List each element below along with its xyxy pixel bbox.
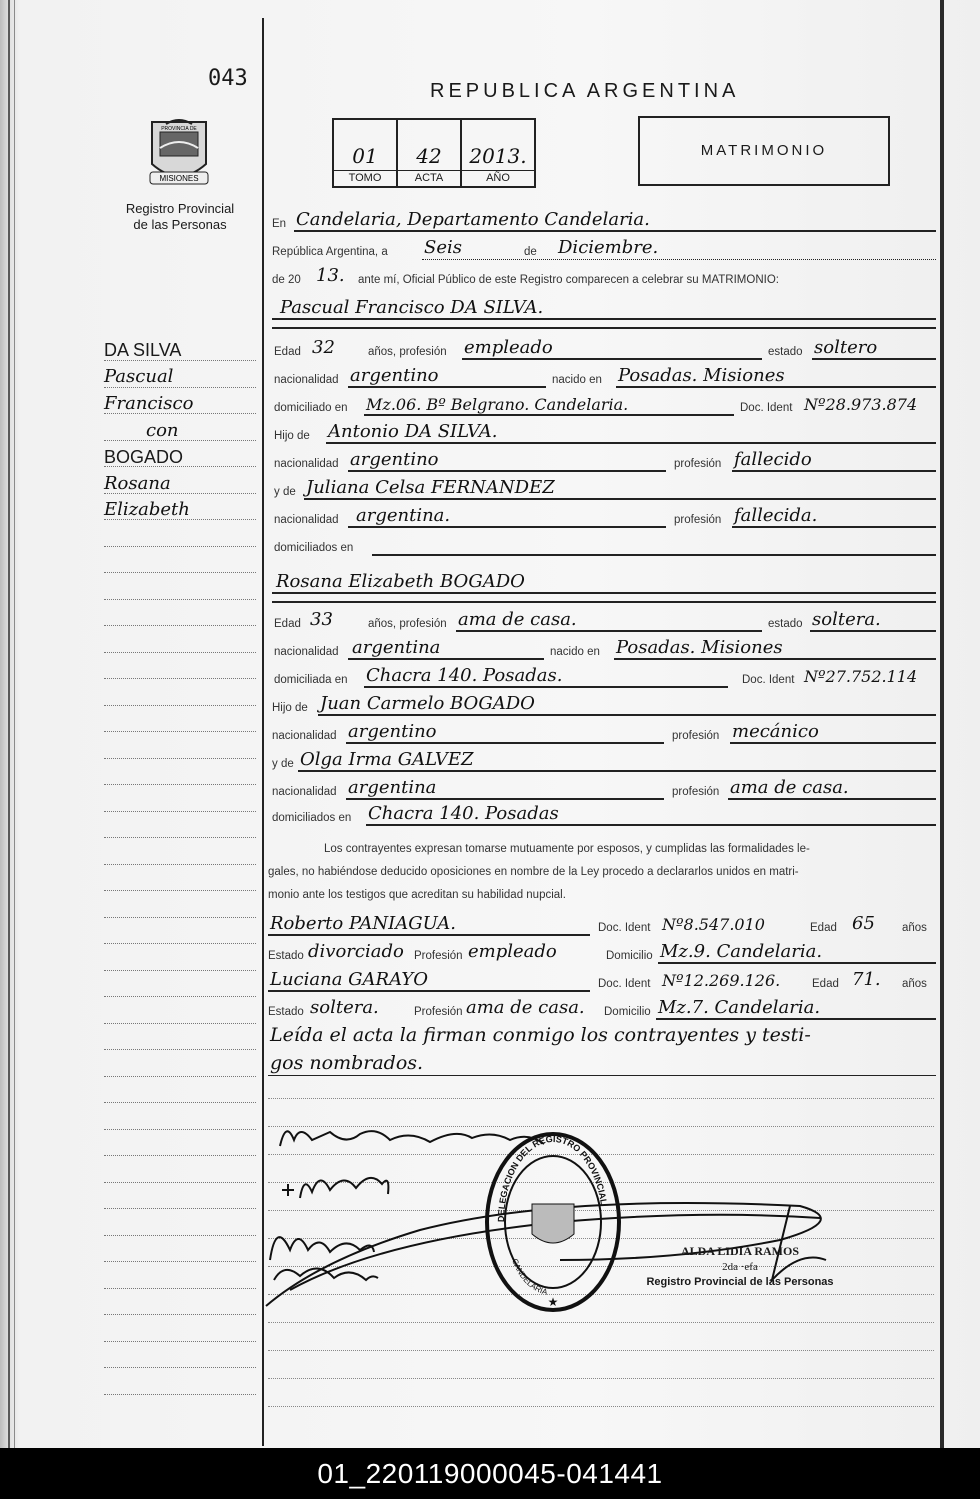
groom-madre-prof-label: profesión [674, 514, 722, 526]
bride-edad-label: Edad [274, 618, 301, 630]
bride-estado: soltera. [812, 609, 881, 630]
margin-ruled-line [104, 1129, 256, 1130]
closing-line2-row [268, 1052, 936, 1078]
margin-ruled-line [104, 413, 256, 414]
anio-cell [462, 120, 534, 186]
margin-ruled-line [104, 917, 256, 918]
bride-madre-prof: ama de casa. [730, 777, 849, 798]
page-edge [940, 0, 944, 1448]
margin-name-4: con [146, 420, 179, 441]
groom-padre: Antonio DA SILVA. [328, 421, 498, 442]
bride-madre-nac: argentina [348, 777, 437, 798]
intro-month: Diciembre. [558, 237, 659, 258]
bride-nacionalidad: argentina [352, 637, 441, 658]
bride-madre-prof-label: profesión [672, 786, 720, 798]
margin-ruled-line [104, 1076, 256, 1077]
margin-ruled-line [104, 572, 256, 573]
bride-padre-prof-label: profesión [672, 730, 720, 742]
witness2-domicilio-label: Domicilio [604, 1006, 651, 1018]
margin-ruled-line [104, 996, 256, 997]
groom-hijo-label: Hijo de [274, 430, 310, 442]
witness2-estado-label: Estado [268, 1006, 304, 1018]
bride-estado-label: estado [768, 618, 803, 630]
witness2-doc-label: Doc. Ident [598, 978, 651, 990]
intro-year-row [272, 264, 936, 290]
witness2-doc: Nº12.269.126. [662, 971, 781, 990]
bride-doc: Nº27.752.114 [804, 667, 918, 686]
groom-madre: Juliana Celsa FERNANDEZ [306, 477, 555, 498]
bride-doc-label: Doc. Ident [742, 674, 795, 686]
margin-ruled-line [104, 811, 256, 812]
misiones-emblem-icon [146, 114, 212, 190]
groom-madre-nac-row [272, 504, 936, 530]
groom-padre-prof: fallecido [734, 449, 812, 470]
groom-nac-row [272, 364, 936, 390]
bride-domiciliado-label: domiciliada en [274, 674, 348, 686]
witness2-name: Luciana GARAYO [270, 969, 429, 990]
emblem-header: PROVINCIA DE [161, 126, 197, 132]
bride-madre-nac-label: nacionalidad [272, 786, 337, 798]
margin-ruled-line [104, 758, 256, 759]
margin-ruled-line [104, 678, 256, 679]
groom-padre-row [272, 420, 936, 446]
margin-name-6: Rosana [104, 473, 171, 494]
witness2-edad-label: Edad [812, 978, 839, 990]
bride-domicilio: Chacra 140. Posadas. [366, 665, 563, 686]
acta-cell [398, 120, 462, 186]
margin-ruled-line [104, 546, 256, 547]
intro-en-label: En [272, 218, 287, 230]
body-ruled-line [268, 1350, 934, 1351]
margin-ruled-line [104, 360, 256, 361]
bride-profesion: ama de casa. [458, 609, 577, 630]
witness2-row [268, 968, 936, 994]
acta-value: 42 [416, 144, 442, 168]
bride-padre-nac-label: nacionalidad [272, 730, 337, 742]
groom-domiciliado-label: domiciliado en [274, 402, 348, 414]
page-number: 043 [208, 66, 248, 91]
witness1-edad-label: Edad [810, 922, 837, 934]
groom-edad-label: Edad [274, 346, 301, 358]
groom-divider [272, 327, 936, 329]
witness2-estado: soltera. [310, 997, 379, 1018]
officer-block [640, 1244, 840, 1288]
witness2-domicilio: Mz.7. Candelaria. [658, 997, 821, 1018]
scan-footer-id: 01_220119000045-041441 [0, 1448, 980, 1499]
intro-text: ante mí, Oficial Público de este Registro comparecen a celebrar su MATRIMONIO: [358, 274, 779, 286]
margin-ruled-line [104, 1235, 256, 1236]
intro-republica-label: República Argentina, a [272, 246, 388, 258]
bride-name-row [272, 570, 936, 596]
declaration-line1: Los contrayentes expresan tomarse mutuamente por esposos, y cumplidas las formalidades le- [324, 843, 810, 855]
tomo-label: TOMO [334, 170, 396, 186]
groom-madre-row [272, 476, 936, 502]
bride-madre-nac-row [272, 776, 936, 802]
margin-ruled-line [104, 1341, 256, 1342]
bride-domiciliados-label: domiciliados en [272, 812, 352, 824]
groom-anios-label: años, profesión [368, 346, 447, 358]
margin-ruled-line [104, 1102, 256, 1103]
witness1-doc: Nº8.547.010 [662, 915, 765, 934]
margin-ruled-line [104, 705, 256, 706]
groom-padre-prof-label: profesión [674, 458, 722, 470]
declaration-line3: monio ante los testigos que acreditan su habilidad nupcial. [268, 889, 566, 901]
witness1-estado: divorciado [308, 941, 404, 962]
bride-nac-row [272, 636, 936, 662]
bride-divider [272, 601, 936, 603]
witness1-domicilio-label: Domicilio [606, 950, 653, 962]
intro-year-prefix: de 20 [272, 274, 301, 286]
groom-yde-label: y de [274, 486, 296, 498]
margin-ruled-line [104, 970, 256, 971]
witness1-anios-label: años [902, 922, 927, 934]
witness1-profesion: empleado [468, 941, 557, 962]
margin-ruled-line [104, 864, 256, 865]
witness1-name: Roberto PANIAGUA. [270, 913, 456, 934]
margin-name-1: DA SILVA [104, 340, 182, 360]
closing-line1-row [268, 1024, 936, 1050]
margin-ruled-line [104, 943, 256, 944]
margin-ruled-line [104, 440, 256, 441]
witness1-profesion-label: Profesión [414, 950, 463, 962]
witness2-profesion-label: Profesión [414, 1006, 463, 1018]
intro-de-label: de [524, 246, 537, 258]
witness1-edad: 65 [852, 913, 875, 934]
intro-date-row [272, 236, 936, 262]
intro-place-row [272, 208, 936, 234]
svg-text:★: ★ [547, 1295, 559, 1309]
bride-anios-label: años, profesión [368, 618, 447, 630]
groom-madre-nac: argentina. [356, 505, 451, 526]
margin-name-7: Elizabeth [104, 499, 190, 520]
bride-padre-nac: argentino [348, 721, 437, 742]
anio-label: AÑO [462, 170, 534, 186]
tomo-cell [334, 120, 398, 186]
margin-ruled-line [104, 1049, 256, 1050]
groom-madre-prof: fallecida. [734, 505, 818, 526]
margin-ruled-line [104, 1182, 256, 1183]
intro-place: Candelaria, Departamento Candelaria. [296, 209, 650, 230]
groom-doc-label: Doc. Ident [740, 402, 793, 414]
groom-domiciliados-label: domiciliados en [274, 542, 354, 554]
bride-yde-label: y de [272, 758, 294, 770]
margin-name-3: Francisco [104, 393, 194, 414]
bride-nacido-label: nacido en [550, 646, 600, 658]
bride-padre-row [272, 692, 936, 718]
witness1-doc-label: Doc. Ident [598, 922, 651, 934]
margin-ruled-line [104, 837, 256, 838]
bride-name: Rosana Elizabeth BOGADO [276, 571, 525, 592]
officer-title: 2da ·efa [722, 1261, 758, 1273]
groom-nacido: Posadas. Misiones [618, 365, 785, 386]
officer-registry: Registro Provincial de las Personas [646, 1276, 834, 1288]
groom-madre-nac-label: nacionalidad [274, 514, 339, 526]
registry-line1: Registro Provincial [125, 201, 235, 216]
body-ruled-line [268, 1406, 934, 1407]
margin-ruled-line [104, 1023, 256, 1024]
margin-ruled-line [104, 731, 256, 732]
witness1-detail-row [268, 940, 936, 966]
stamp-text: DELEGACION DEL REGISTRO PROVINCIAL [495, 1133, 609, 1223]
record-id-box [332, 118, 536, 188]
margin-ruled-line [104, 890, 256, 891]
country-title: REPUBLICA ARGENTINA [430, 80, 740, 102]
bride-padre-nac-row [272, 720, 936, 746]
groom-padre-nac-row [272, 448, 936, 474]
closing-line2: gos nombrados. [270, 1052, 424, 1074]
bride-domiciliados: Chacra 140. Posadas [368, 803, 559, 824]
emblem-caption: MISIONES [159, 174, 199, 183]
declaration-line2: gales, no habiéndose deducido oposiciones en nombre de la Ley procedo a declararlos unidos en matri- [268, 866, 799, 878]
margin-ruled-line [104, 1288, 256, 1289]
bride-madre-row [272, 748, 936, 774]
stamp-place: CANDELARIA [510, 1257, 549, 1297]
groom-padre-nac-label: nacionalidad [274, 458, 339, 470]
acta-label: ACTA [398, 170, 460, 186]
witness2-anios-label: años [902, 978, 927, 990]
margin-ruled-line [104, 466, 256, 467]
witness1-domicilio: Mz.9. Candelaria. [660, 941, 823, 962]
intro-year-suffix: 13. [316, 265, 345, 286]
groom-estado: soltero [814, 337, 878, 358]
margin-ruled-line [104, 1314, 256, 1315]
margin-ruled-line [104, 493, 256, 494]
groom-padre-nac: argentino [350, 449, 439, 470]
margin-ruled-line [104, 625, 256, 626]
registry-label [100, 201, 260, 233]
margin-ruled-line [104, 1394, 256, 1395]
groom-edad-row [272, 336, 936, 362]
margin-name-5: BOGADO [104, 447, 184, 467]
registry-line2: de las Personas [133, 217, 227, 232]
closing-line1: Leída el acta la firman conmigo los contrayentes y testi- [270, 1024, 811, 1046]
margin-ruled-line [104, 1367, 256, 1368]
binding-spine [8, 0, 10, 1448]
body-ruled-line [268, 1098, 934, 1099]
margin-ruled-line [104, 1208, 256, 1209]
bride-nacionalidad-label: nacionalidad [274, 646, 339, 658]
intro-day: Seis [424, 237, 462, 258]
margin-ruled-line [104, 387, 256, 388]
groom-doc: Nº28.973.874 [804, 395, 918, 414]
bride-dom-row [272, 664, 936, 690]
record-type-box: MATRIMONIO [638, 116, 890, 186]
margin-ruled-line [104, 519, 256, 520]
groom-nacionalidad: argentino [350, 365, 439, 386]
groom-name-row [272, 296, 936, 322]
bride-domiciliados-row [272, 802, 936, 828]
witness2-profesion: ama de casa. [466, 997, 585, 1018]
margin-ruled-line [104, 1155, 256, 1156]
groom-domiciliados-row [272, 532, 936, 558]
witness1-estado-label: Estado [268, 950, 304, 962]
tomo-value: 01 [352, 144, 378, 168]
margin-name-2: Pascual [104, 366, 174, 387]
anio-value: 2013. [469, 144, 527, 168]
body-ruled-line [268, 1378, 934, 1379]
groom-nacido-label: nacido en [552, 374, 602, 386]
bride-padre: Juan Carmelo BOGADO [320, 693, 535, 714]
bride-madre: Olga Irma GALVEZ [300, 749, 474, 770]
bride-nacido: Posadas. Misiones [616, 637, 783, 658]
witness1-row [268, 912, 936, 938]
bride-padre-prof: mecánico [732, 721, 819, 742]
margin-ruled-line [104, 652, 256, 653]
margin-ruled-line [104, 1261, 256, 1262]
binding-spine-inner [14, 0, 15, 1448]
groom-edad: 32 [312, 337, 335, 358]
bride-hijo-label: Hijo de [272, 702, 308, 714]
officer-name: ALDA LIDIA RAMOS [680, 1244, 800, 1258]
svg-text:CANDELARIA [510, 1258, 549, 1297]
bride-edad-row [272, 608, 936, 634]
margin-ruled-line [104, 784, 256, 785]
witness2-edad: 71. [852, 969, 881, 990]
bride-edad: 33 [310, 609, 333, 630]
groom-name: Pascual Francisco DA SILVA. [280, 297, 544, 318]
witness2-detail-row [268, 996, 936, 1022]
groom-dom-row [272, 392, 936, 418]
registry-stamp-icon [482, 1130, 624, 1314]
groom-domicilio: Mz.06. Bº Belgrano. Candelaria. [366, 395, 629, 414]
groom-estado-label: estado [768, 346, 803, 358]
groom-profesion: empleado [464, 337, 553, 358]
margin-ruled-line [104, 599, 256, 600]
groom-nacionalidad-label: nacionalidad [274, 374, 339, 386]
